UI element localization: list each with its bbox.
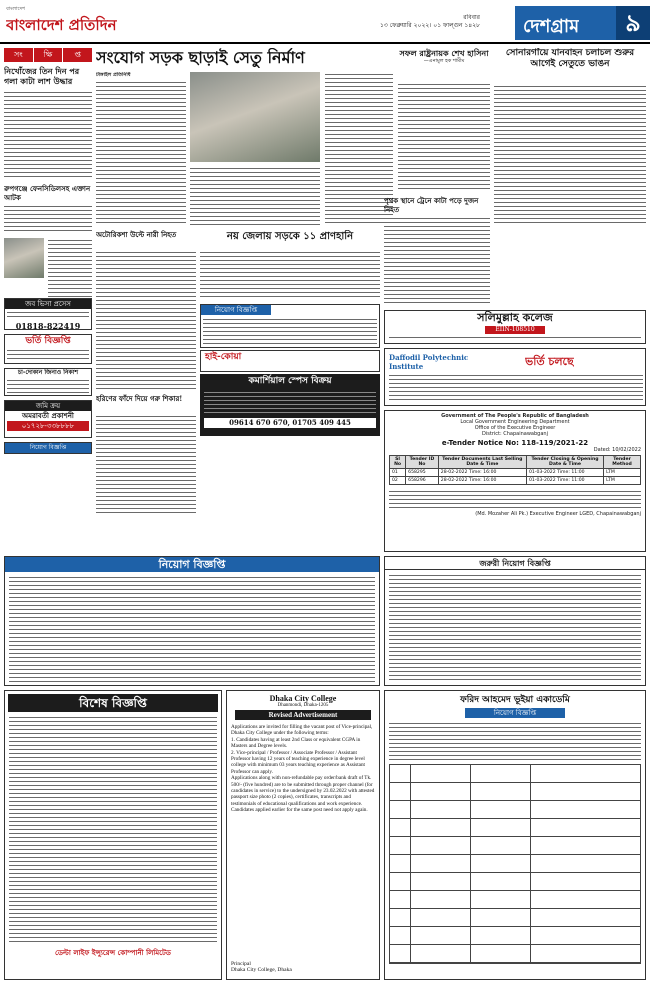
ad-job-visa-title: জব ভিসা প্রসেস <box>5 299 91 309</box>
tender-col-id: Tender ID No <box>406 456 439 469</box>
story-b-wrap <box>200 230 380 246</box>
ad-recruit-mid-title: নিয়োগ বিজ্ঞপ্তি <box>201 305 271 315</box>
logo-tagline: বাংলাদেশ <box>6 6 26 12</box>
tender-lged: Local Government Engineering Department <box>460 419 570 425</box>
table-cell: LTM <box>604 469 641 477</box>
ad-tea-stall-title: চা-দোকান জিনাও নিকাশ <box>17 369 79 376</box>
ad-commercial-title: কমার্শিয়াল স্পেস বিক্রয় <box>248 376 332 386</box>
ad-academy <box>384 690 646 980</box>
table-cell: 02 <box>390 477 406 485</box>
brief-label-2: ক্ষি <box>34 48 63 62</box>
academy-intro <box>389 721 641 761</box>
ad-tea-stall <box>4 368 92 396</box>
table-cell: 28-02-2022 Time: 16:00 <box>438 469 526 477</box>
dcc-address: Dhanmondi, Dhaka-1205 <box>277 703 329 708</box>
ad-college-body <box>389 335 641 341</box>
table-cell: 01 <box>390 469 406 477</box>
newspaper-logo: বাংলাদেশ প্রতিদিন <box>6 16 117 34</box>
tender-gov: Government of The People's Republic of Bangladesh <box>441 413 589 419</box>
table-cell: 01-03-2022 Time: 11:00 <box>526 469 603 477</box>
tender-notice <box>384 410 646 552</box>
dcc-body <box>227 722 379 816</box>
second-credit: —এনামুল হক শামীম <box>423 58 465 64</box>
lead-body-1 <box>96 80 186 225</box>
table-row <box>390 477 641 485</box>
lead-headline: সংযোগ সড়ক ছাড়াই সেতু নির্মাণ <box>96 48 305 67</box>
tender-date: Dated: 10/02/2022 <box>593 447 641 453</box>
ad-land-title: জমি ক্রয় <box>5 401 91 411</box>
story-d-body <box>384 216 490 306</box>
ad-recruit-right-body <box>389 573 641 683</box>
page-number: ৯ <box>616 6 650 40</box>
story2-body-2 <box>48 238 92 298</box>
story-b-title: নয় জেলায় সড়কে ১১ প্রাণহানি <box>226 231 354 242</box>
dateline-date: ১৩ ফেব্রুয়ারি ২০২২। ০১ ফাল্গুন ১৪২৮ <box>379 22 480 29</box>
ad-recruit-right <box>384 556 646 686</box>
table-cell: 658295 <box>406 469 439 477</box>
second-kicker-body <box>398 82 490 192</box>
section-tab <box>515 6 650 40</box>
story1-title: নিখোঁজের তিন দিন পর গলা কাটা লাশ উদ্ধার <box>4 66 80 86</box>
story1-body <box>4 90 92 180</box>
tender-col-closing: Tender Closing & Opening Date & Time <box>526 456 603 469</box>
academy-title: ফরিদ আহমেদ ভূইয়া একাডেমি <box>460 695 570 705</box>
second-kicker-wrap <box>398 48 490 78</box>
dateline-day: রবিবার <box>463 14 480 21</box>
second-headline-wrap <box>494 48 646 80</box>
lead-photo <box>190 72 320 162</box>
ad-commercial-body <box>204 390 376 416</box>
dcc-title: Revised Advertisement <box>235 710 371 720</box>
tender-table <box>389 455 641 485</box>
dcc-sign: Principal <box>231 961 251 967</box>
story-b-body <box>200 250 380 300</box>
masthead <box>0 0 650 44</box>
dcc-term-2: 2. Vice-principal / Professor / Associate Professor / Assistant Professor having 12 years of teaching experience in degree level college with minimum 03 years teaching experience as Assistant Professor can apply. <box>231 749 365 775</box>
tender-number: e-Tender Notice No: 118-119/2021-22 <box>441 439 589 447</box>
ad-land <box>4 400 92 438</box>
story2-title: রুপগঞ্জে ফেনসিডিলসহ এক্তান আটক <box>4 184 91 202</box>
brief-label <box>4 48 92 62</box>
story-c-body <box>96 414 196 514</box>
ad-daffodil <box>384 348 646 406</box>
ad-admission-side-title: ভর্তি বিজ্ঞপ্তি <box>25 336 71 346</box>
ad-land-phone: ০১৭২৮-৩৩৮৮৮৮ <box>7 421 89 431</box>
table-cell: 28-02-2022 Time: 16:00 <box>438 477 526 485</box>
academy-sub: নিয়োগ বিজ্ঞপ্তি <box>465 708 565 718</box>
brief-label-3: প্ত <box>63 48 92 62</box>
story-a-body <box>96 250 196 390</box>
section-name: দেশগ্রাম <box>523 16 580 37</box>
ad-recruit-big-body <box>9 575 375 683</box>
ad-special-body <box>9 715 217 945</box>
ad-daffodil-body <box>389 373 643 403</box>
tender-col-method: Tender Method <box>604 456 641 469</box>
ad-college-title: সলিমুল্লাহ কলেজ <box>477 311 553 324</box>
tender-table-wrap <box>385 453 645 487</box>
story2-photo <box>4 238 44 278</box>
tender-col-selling: Tender Documents Last Selling Date & Time <box>438 456 526 469</box>
lead-credit: টাঙ্গাইল প্রতিনিধি <box>96 72 131 78</box>
ad-dhaka-city-college <box>226 690 380 980</box>
ad-job-visa <box>4 298 92 330</box>
ad-job-visa-body <box>7 310 89 320</box>
ad-special-company: ডেল্টা লাইফ ইন্স্যুরেন্স কোম্পানী লিমিটেড <box>55 948 171 957</box>
ad-recruit-big-title: নিয়োগ বিজ্ঞপ্তি <box>5 557 379 572</box>
ad-hitech-title: হাই-কোয়া <box>205 352 242 362</box>
tender-body <box>389 489 641 509</box>
brief-label-1: সং <box>4 48 33 62</box>
story2-body <box>4 204 92 234</box>
table-cell: 658296 <box>406 477 439 485</box>
dcc-sign-2: Dhaka City College, Dhaka <box>231 967 292 973</box>
ad-hitech <box>200 350 380 372</box>
ad-admission-side <box>4 334 92 364</box>
ad-tea-stall-body <box>7 378 89 394</box>
ad-commercial-phone: 09614 670 670, 01705 409 445 <box>204 418 376 428</box>
table-cell: 01-03-2022 Time: 11:00 <box>526 477 603 485</box>
ad-college <box>384 310 646 344</box>
tender-sign: (Md. Mozaher Ali Pk.) Executive Engineer LGED, Chapainawabganj <box>475 511 641 517</box>
dcc-intro: Applications are invited for filling the vacant post of Vice-principal, Dhaka City College under the following terms: <box>231 724 373 737</box>
dcc-term-1: 1. Candidates having at least 2nd Class or equivalent CGPA in Masters and Degree levels. <box>231 736 361 750</box>
ad-recruit-mid-body <box>203 317 377 345</box>
tender-col-sl: Sl No <box>390 456 406 469</box>
ad-admission-side-body <box>7 348 89 362</box>
dateline <box>300 14 480 30</box>
ad-recruit-mid <box>200 304 380 348</box>
story-c-title: হরিণের ফাঁদে দিয়ে গরু শিকার! <box>96 394 183 403</box>
table-cell: LTM <box>604 477 641 485</box>
ad-special-title: বিশেষ বিজ্ঞপ্তি <box>8 694 218 712</box>
ad-commercial <box>200 374 380 436</box>
lead-body-3 <box>325 72 393 226</box>
tender-table-header <box>390 456 641 469</box>
ad-recruit-side-title: নিয়োগ বিজ্ঞপ্তি <box>5 443 91 453</box>
tender-office: Office of the Executive Engineer <box>474 425 556 431</box>
ad-college-eiin: EIIN-108510 <box>485 326 545 334</box>
ad-special-notice <box>4 690 222 980</box>
story-a-title: অটোরিকশা উল্টে নারী নিহত <box>96 230 177 239</box>
second-kicker: সফল রাষ্ট্রনায়ক শেখ হাসিনা <box>399 48 489 58</box>
dcc-apply: Applications along with non-refundable pay order/bank draft of Tk. 500/- (five hundred) are to be submitted through proper channel (for candidates in service) to the undersigned by 23.02.2022 with attested passport size photo (2 copies), certificates, transcripts and testimonials of educational qualifications and work experience. Candidates applied earlier for the same post need not apply again. <box>231 775 375 814</box>
ad-daffodil-admission: ভর্তি চলছে <box>525 355 574 368</box>
academy-table <box>389 764 641 964</box>
ad-recruit-side <box>4 442 92 454</box>
dcc-name: Dhaka City College <box>269 694 337 703</box>
tender-district: District: Chapainawabganj <box>482 431 548 437</box>
second-body <box>494 84 646 224</box>
dcc-signature <box>227 961 296 973</box>
ad-daffodil-title: Daffodil Polytechnic Institute <box>389 353 469 371</box>
ad-recruit-big <box>4 556 380 686</box>
ad-recruit-right-title: জরুরী নিয়োগ বিজ্ঞপ্তি <box>385 557 645 570</box>
ad-job-visa-phone: 01818-822419 <box>15 321 81 330</box>
ad-land-name: অমরাবতী প্রকাশনী <box>22 411 74 420</box>
story-d-title: পৃথক স্থানে ট্রেনে কাটা পড়ে দুজন নিহত <box>384 196 479 214</box>
lead-body-2 <box>190 166 320 226</box>
second-headline: সোনারগাঁয়ে যানবাহন চলাচল শুরুর আগেই সেতুতে ভাঙন <box>505 48 635 69</box>
table-row <box>390 469 641 477</box>
